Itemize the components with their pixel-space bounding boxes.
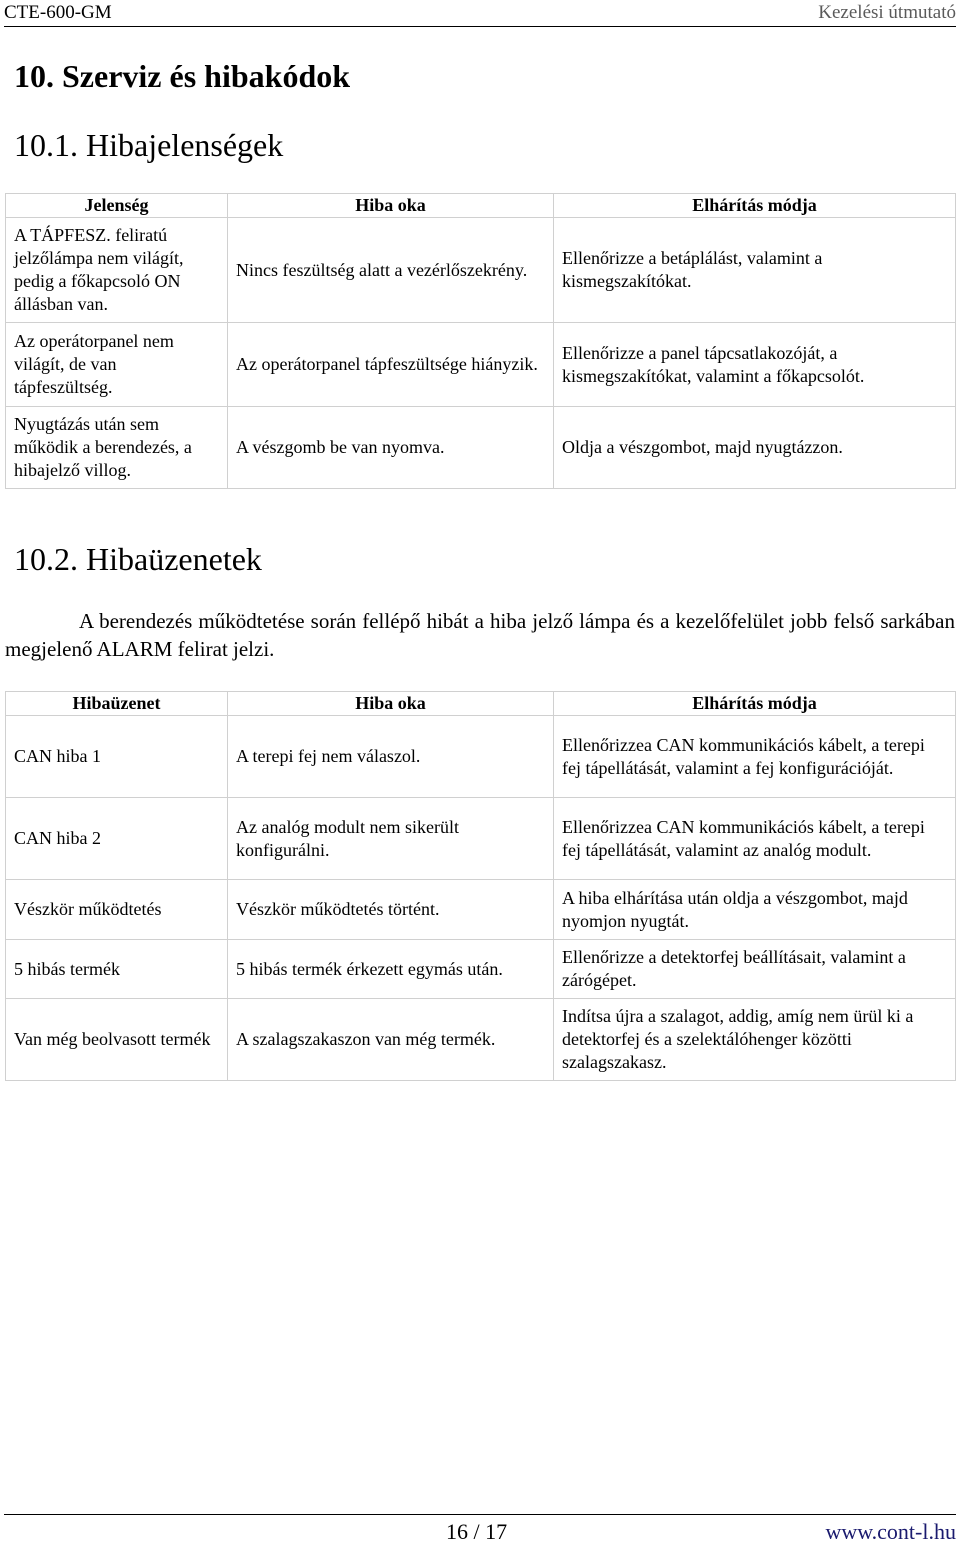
message-cell: 5 hibás termék: [6, 940, 228, 999]
cause-cell: A terepi fej nem válaszol.: [228, 716, 554, 798]
table-row: [6, 323, 956, 407]
symptom-cell: Az operátorpanel nem világít, de van tápfeszültség.: [6, 323, 228, 407]
cause-cell: Nincs feszültség alatt a vezérlőszekrény.: [228, 218, 554, 323]
document-type: Kezelési útmutató: [818, 2, 956, 23]
table-row: [6, 218, 956, 323]
table-header-row: [6, 194, 956, 218]
messages-table: [5, 691, 956, 1081]
column-header: Hiba oka: [228, 194, 554, 218]
website-link[interactable]: www.cont-l.hu: [825, 1519, 956, 1544]
cause-cell: Az analóg modult nem sikerült konfigurálni.: [228, 798, 554, 880]
column-header: Jelenség: [6, 194, 228, 218]
document-code: CTE-600-GM: [4, 2, 112, 23]
fix-cell: Ellenőrizzea CAN kommunikációs kábelt, a terepi fej tápellátását, valamint a fej konfigurációját.: [554, 716, 956, 798]
message-cell: Van még beolvasott termék: [6, 999, 228, 1081]
cause-cell: Vészkör működtetés történt.: [228, 880, 554, 940]
fix-cell: Ellenőrizze a panel tápcsatlakozóját, a kismegszakítókat, valamint a főkapcsolót.: [554, 323, 956, 407]
intro-paragraph: A berendezés működtetése során fellépő hibát a hiba jelző lámpa és a kezelőfelület jobb felső sarkában megjelenő ALARM felirat jelzi.: [5, 609, 955, 661]
fix-cell: Oldja a vészgombot, majd nyugtázzon.: [554, 407, 956, 489]
page-header: [4, 0, 956, 27]
page-footer: [4, 1514, 956, 1546]
table-row: [6, 716, 956, 798]
column-header: Elhárítás módja: [554, 692, 956, 716]
message-cell: Vészkör működtetés: [6, 880, 228, 940]
fix-cell: Ellenőrizze a betáplálást, valamint a kismegszakítókat.: [554, 218, 956, 323]
symptom-cell: A TÁPFESZ. feliratú jelzőlámpa nem világít, pedig a főkapcsoló ON állásban van.: [6, 218, 228, 323]
column-header: Hibaüzenet: [6, 692, 228, 716]
cause-cell: A vészgomb be van nyomva.: [228, 407, 554, 489]
cause-cell: A szalagszakaszon van még termék.: [228, 999, 554, 1081]
table-row: [6, 798, 956, 880]
cause-cell: 5 hibás termék érkezett egymás után.: [228, 940, 554, 999]
table-header-row: [6, 692, 956, 716]
symptoms-table: [5, 193, 956, 489]
column-header: Hiba oka: [228, 692, 554, 716]
fix-cell: Ellenőrizze a detektorfej beállításait, valamint a zárógépet.: [554, 940, 956, 999]
message-cell: CAN hiba 2: [6, 798, 228, 880]
table-row: [6, 940, 956, 999]
fix-cell: A hiba elhárítása után oldja a vészgombot, majd nyomjon nyugtát.: [554, 880, 956, 940]
column-header: Elhárítás módja: [554, 194, 956, 218]
section-title-symptoms: 10.1. Hibajelenségek: [14, 127, 284, 163]
cause-cell: Az operátorpanel tápfeszültsége hiányzik.: [228, 323, 554, 407]
table-row: [6, 880, 956, 940]
section-title-messages: 10.2. Hibaüzenetek: [14, 541, 262, 577]
table-row: [6, 999, 956, 1081]
fix-cell: Indítsa újra a szalagot, addig, amíg nem ürül ki a detektorfej és a szelektálóhenger közötti szalagszakasz.: [554, 999, 956, 1081]
fix-cell: Ellenőrizzea CAN kommunikációs kábelt, a terepi fej tápellátását, valamint az analóg modult.: [554, 798, 956, 880]
chapter-title: 10. Szerviz és hibakódok: [14, 58, 351, 94]
table-row: [6, 407, 956, 489]
message-cell: CAN hiba 1: [6, 716, 228, 798]
page-number: 16 / 17: [446, 1519, 508, 1544]
symptom-cell: Nyugtázás után sem működik a berendezés, a hibajelző villog.: [6, 407, 228, 489]
